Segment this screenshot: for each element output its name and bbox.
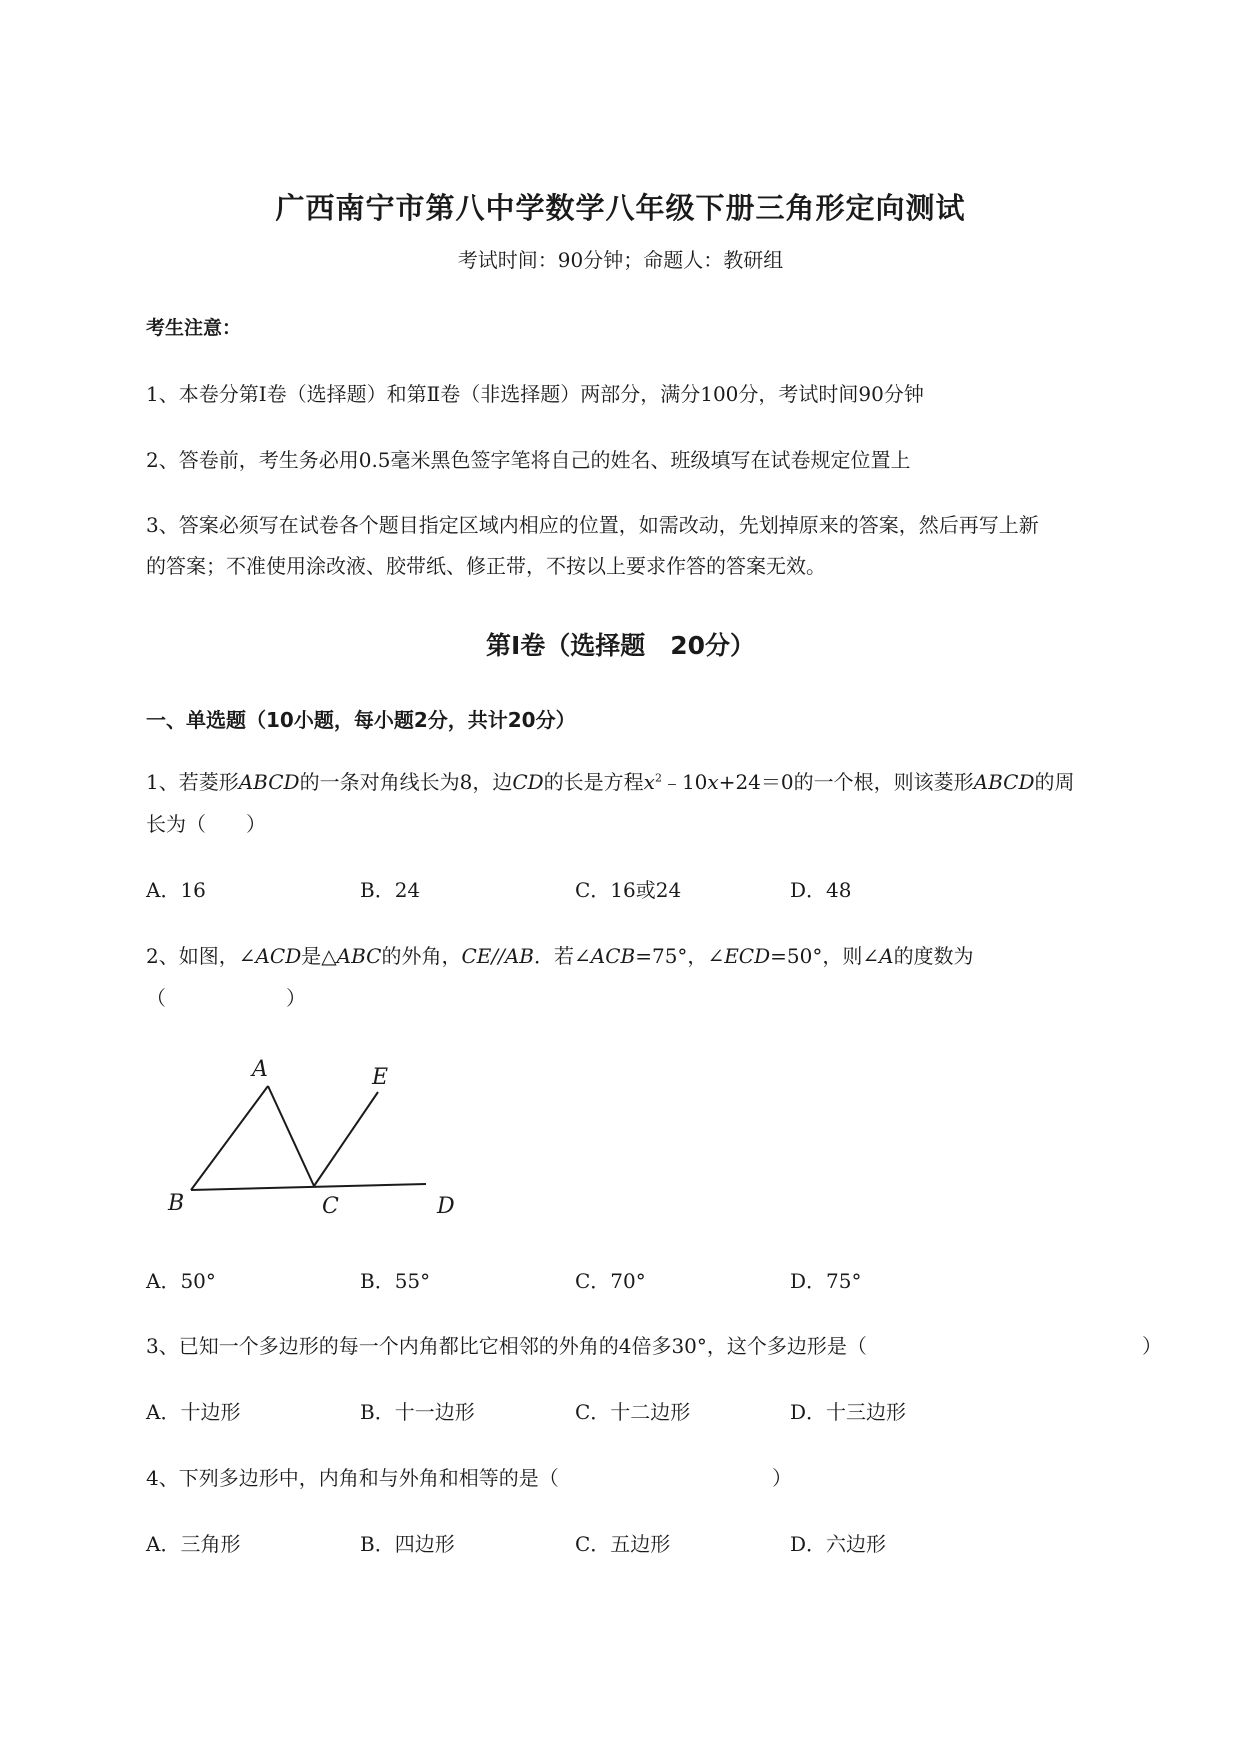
question-1-option-a[interactable]: A．16 bbox=[146, 878, 206, 902]
question-4-option-b[interactable]: B．四边形 bbox=[360, 1532, 455, 1556]
label-e: E bbox=[372, 1065, 389, 1090]
question-3-option-b[interactable]: B．十一边形 bbox=[360, 1400, 475, 1424]
question-1-stem: 1、若菱形ABCD的一条对角线长为8，边CD的长是方程$x^2﹣10x+24=0$的一个根，则该菱形ABCD的周 bbox=[146, 770, 1075, 794]
question-2-stem: 2、如图，∠ACD是△ABC的外角，CE//AB．若∠ACB=75°，∠ECD=50°，则∠A的度数为 bbox=[146, 944, 974, 968]
notice-item-3-cont: 的答案；不准使用涂改液、胶带纸、修正带，不按以上要求作答的答案无效。 bbox=[146, 554, 826, 578]
section-title: 第Ⅰ卷（选择题 20分） bbox=[485, 631, 756, 660]
question-2-stem-cont: （ ） bbox=[146, 986, 306, 1010]
question-3-stem: 3、已知一个多边形的每一个内角都比它相邻的外角的4倍多30°，这个多边形是（ bbox=[146, 1334, 867, 1358]
label-c: C bbox=[322, 1194, 339, 1219]
question-2-option-a[interactable]: A．50° bbox=[146, 1269, 216, 1293]
document-title: 广西南宁市第八中学数学八年级下册三角形定向测试 bbox=[275, 191, 966, 225]
segment-bd bbox=[191, 1184, 426, 1190]
question-2-option-d[interactable]: D．75° bbox=[790, 1269, 862, 1293]
question-3-option-c[interactable]: C．十二边形 bbox=[575, 1400, 691, 1424]
segment-ac bbox=[268, 1086, 314, 1186]
segment-ce bbox=[314, 1092, 378, 1186]
question-4-stem-end: ） bbox=[772, 1466, 792, 1490]
question-3-stem-end: ） bbox=[1142, 1334, 1162, 1358]
question-4-option-c[interactable]: C．五边形 bbox=[575, 1532, 671, 1556]
question-1-option-b[interactable]: B．24 bbox=[360, 878, 421, 902]
group-title: 一、单选题（10小题，每小题2分，共计20分） bbox=[146, 708, 576, 732]
question-4-option-a[interactable]: A．三角形 bbox=[146, 1532, 241, 1556]
notice-heading: 考生注意： bbox=[146, 317, 242, 339]
exam-info: 考试时间：90分钟；命题人：教研组 bbox=[457, 248, 784, 272]
label-a: A bbox=[252, 1057, 268, 1082]
notice-item-1: 1、本卷分第Ⅰ卷（选择题）和第Ⅱ卷（非选择题）两部分，满分100分，考试时间90分钟 bbox=[146, 382, 924, 406]
notice-item-3: 3、答案必须写在试卷各个题目指定区域内相应的位置，如需改动，先划掉原来的答案，然后再写上新 bbox=[146, 513, 1039, 537]
label-d: D bbox=[437, 1194, 455, 1219]
question-4-stem: 4、下列多边形中，内角和与外角和相等的是（ bbox=[146, 1466, 559, 1490]
question-1-option-d[interactable]: D．48 bbox=[790, 878, 852, 902]
question-1-stem-cont: 长为（ ） bbox=[146, 812, 266, 836]
question-1-option-c[interactable]: C．16或24 bbox=[575, 878, 682, 902]
question-3-option-a[interactable]: A．十边形 bbox=[146, 1400, 241, 1424]
label-b: B bbox=[168, 1191, 185, 1216]
question-2-option-c[interactable]: C．70° bbox=[575, 1269, 646, 1293]
question-3-option-d[interactable]: D．十三边形 bbox=[790, 1400, 907, 1424]
notice-item-2: 2、答卷前，考生务必用0.5毫米黑色签字笔将自己的姓名、班级填写在试卷规定位置上 bbox=[146, 448, 911, 472]
triangle-figure bbox=[150, 1050, 470, 1220]
segment-ba bbox=[191, 1086, 268, 1190]
question-2-option-b[interactable]: B．55° bbox=[360, 1269, 431, 1293]
question-4-option-d[interactable]: D．六边形 bbox=[790, 1532, 887, 1556]
